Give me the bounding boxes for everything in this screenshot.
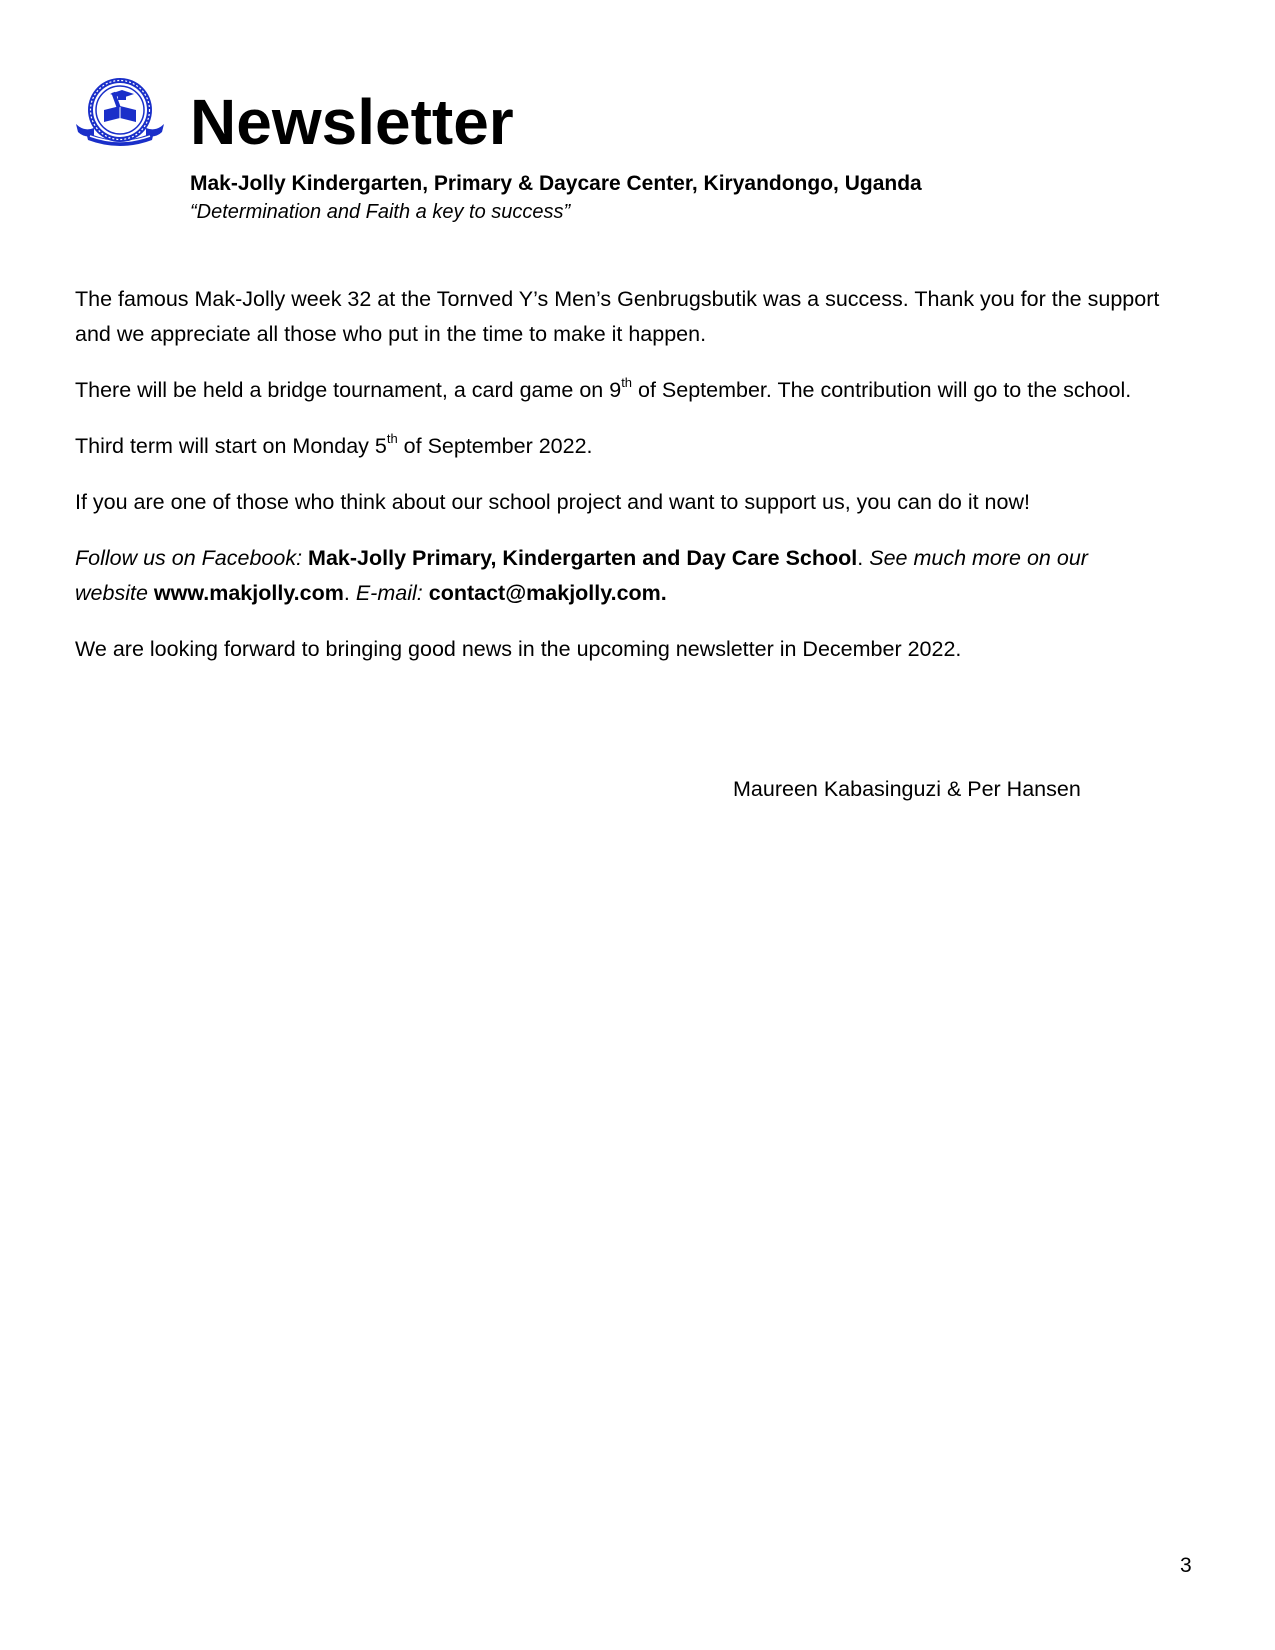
school-crest-logo — [74, 76, 166, 148]
paragraph-closing: We are looking forward to bringing good news in the upcoming newsletter in December 2022. — [75, 637, 962, 661]
website-link[interactable]: www.makjolly.com — [153, 581, 344, 605]
paragraph-bridge-tournament — [75, 373, 1165, 408]
text: There will be held a bridge tournament, a card game on 9 — [75, 378, 622, 402]
school-motto: “Determination and Faith a key to success” — [190, 201, 571, 223]
text: of September 2022. — [397, 434, 593, 458]
page-number: 3 — [1180, 1554, 1192, 1577]
newsletter-title: Newsletter — [190, 86, 514, 158]
punctuation: . — [857, 546, 864, 570]
paragraph-support: If you are one of those who think about our school project and want to support us, you can do it now! — [75, 490, 1030, 514]
school-name: Mak-Jolly Kindergarten, Primary & Daycare Center, Kiryandongo, Uganda — [190, 172, 922, 195]
paragraph-week32: The famous Mak-Jolly week 32 at the Tornved Y’s Men’s Genbrugsbutik was a success. Thank you for the support and we appreciate all those who put in the time to make it happen. — [75, 287, 1160, 346]
paragraph-contact — [75, 541, 1165, 611]
facebook-page-name: Mak-Jolly Primary, Kindergarten and Day Care School — [308, 546, 858, 570]
paragraph-third-term — [75, 429, 1165, 464]
signature: Maureen Kabasinguzi & Per Hansen — [733, 777, 1081, 801]
punctuation: . — [343, 581, 350, 605]
see-more-label: See much more on our website — [75, 546, 1088, 605]
newsletter-body — [75, 282, 1165, 688]
follow-label: Follow us on Facebook: — [75, 546, 303, 570]
email-label: E-mail: — [355, 581, 423, 605]
text: Third term will start on Monday 5 — [75, 434, 387, 458]
ordinal-suffix: th — [386, 431, 398, 446]
text: of September. The contribution will go to the school. — [632, 378, 1132, 402]
email-link[interactable]: contact@makjolly.com. — [428, 581, 667, 605]
ordinal-suffix: th — [621, 375, 633, 390]
